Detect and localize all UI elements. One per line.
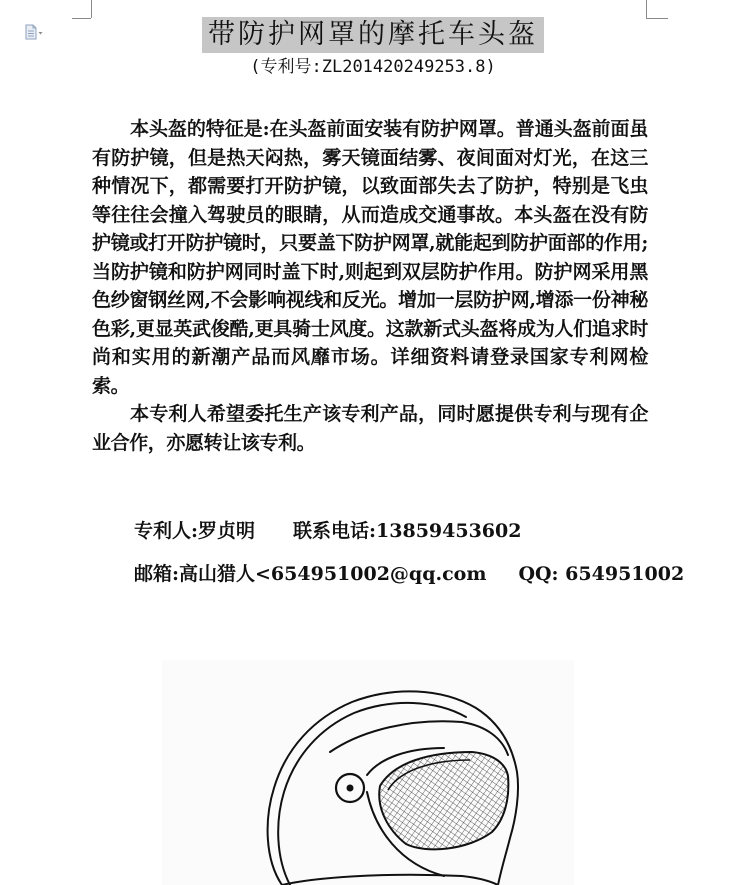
email-address: 邮箱:高山猎人<654951002@qq.com	[134, 563, 487, 585]
crop-mark-top-left	[91, 0, 92, 18]
paragraph: 本专利人希望委托生产该专利产品，同时愿提供专利与现有企业合作，亦愿转让该专利。	[92, 403, 648, 454]
patent-number: (专利号:ZL201420249253.8)	[250, 57, 496, 77]
phone-number: 联系电话:13859453602	[293, 520, 522, 542]
body-text	[92, 115, 648, 457]
contact-line-email	[134, 561, 684, 587]
contact-line-patentee	[134, 518, 521, 544]
helmet-drawing	[162, 660, 574, 885]
crop-mark-top-right	[646, 0, 647, 18]
paragraph: 本头盔的特征是:在头盔前面安装有防护网罩。普通头盔前面虽有防护镜，但是热天闷热，雾天镜面结雾、夜间面对灯光，在这三种情况下，都需要打开防护镜，以致面部失去了防护，特别是飞虫等往往会撞入驾驶员的眼睛，从而造成交通事故。本头盔在没有防护镜或打开防护镜时，只要盖下防护网罩,就能起到防护面部的作用;当防护镜和防护网同时盖下时,则起到双层防护作用。防护网采用黑色纱窗钢丝网,不会影响视线和反光。增加一层防护网,增添一份神秘色彩,更显英武俊酷,更具骑士风度。这款新式头盔将成为人们追求时尚和实用的新潮产品而风靡市场。详细资料请登录国家专利网检索。	[92, 118, 648, 397]
page-title: 带防护网罩的摩托车头盔	[202, 17, 544, 53]
qq-number: QQ: 654951002	[518, 563, 685, 585]
patentee-name: 专利人:罗贞明	[134, 520, 256, 542]
title-container	[0, 17, 746, 53]
